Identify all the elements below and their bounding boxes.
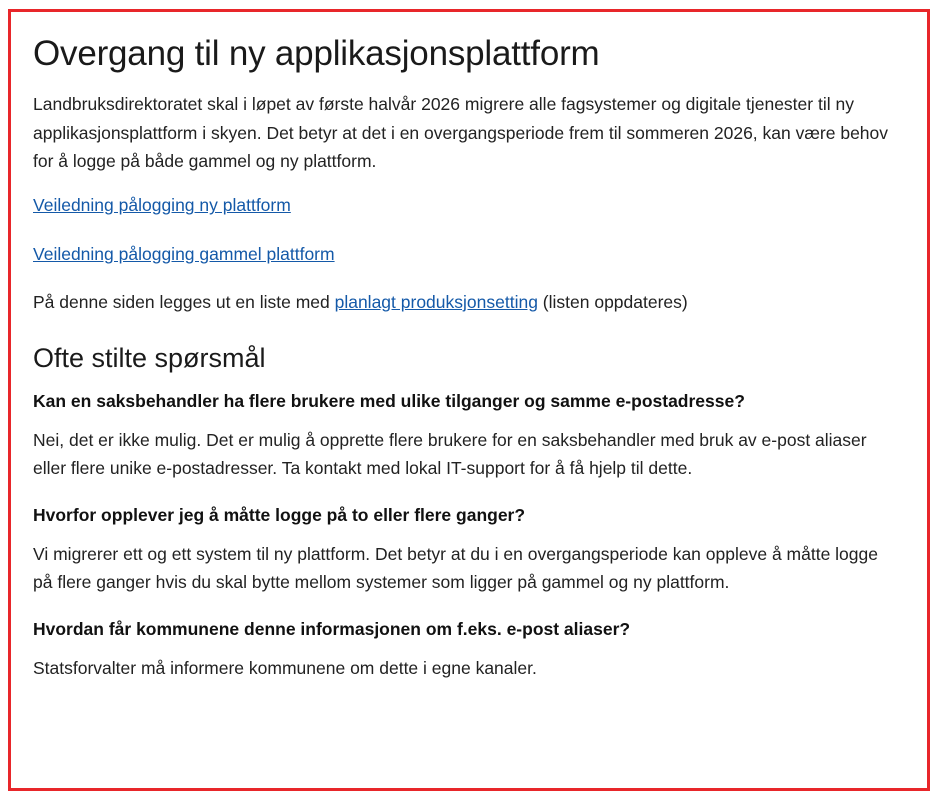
intro-paragraph: Landbruksdirektoratet skal i løpet av første halvår 2026 migrere alle fagsystemer og digitale tjenester til ny applikasjonsplattform i skyen. Det betyr at det i en overgangsperiode frem til sommeren 2026, kan være behov for å logge på både gammel og ny plattform. [33, 94, 889, 171]
page-title: Overgang til ny applikasjonsplattform [33, 34, 600, 73]
faq-answer: Nei, det er ikke mulig. Det er mulig å opprette flere brukere for en saksbehandler med bruk av e-post aliaser eller flere unike e-postadresser. Ta kontakt med lokal IT-support for å få hjelp til dette. [33, 430, 867, 479]
link-veiledning-gammel-plattform[interactable]: Veiledning pålogging gammel plattform [33, 243, 335, 264]
faq-question: Kan en saksbehandler ha flere brukere med ulike tilganger og samme e-postadresse? [33, 390, 745, 411]
faq-item [33, 389, 901, 483]
faq-question: Hvordan får kommunene denne informasjonen om f.eks. e-post aliaser? [33, 618, 631, 639]
faq-answer: Vi migrerer ett og ett system til ny plattform. Det betyr at du i en overgangsperiode kan oppleve å måtte logge på flere ganger hvis du skal bytte mellom systemer som ligger på gammel og ny plattform. [33, 544, 878, 593]
production-note-before: På denne siden legges ut en liste med [33, 291, 335, 312]
faq-answer: Statsforvalter må informere kommunene om dette i egne kanaler. [33, 658, 537, 679]
production-note [33, 288, 901, 316]
link-veiledning-ny-plattform[interactable]: Veiledning pålogging ny plattform [33, 195, 291, 216]
highlight-frame [8, 9, 930, 791]
link-row-old-platform [33, 240, 901, 268]
faq-item [33, 617, 901, 683]
link-planlagt-produksjonsetting[interactable]: planlagt produksjonsetting [334, 291, 538, 312]
faq-question: Hvorfor opplever jeg å måtte logge på to eller flere ganger? [33, 504, 526, 525]
link-row-new-platform [33, 191, 901, 219]
faq-item [33, 503, 901, 597]
document-content [25, 34, 909, 683]
faq-heading: Ofte stilte spørsmål [33, 343, 266, 374]
production-note-after: (listen oppdateres) [537, 291, 688, 312]
